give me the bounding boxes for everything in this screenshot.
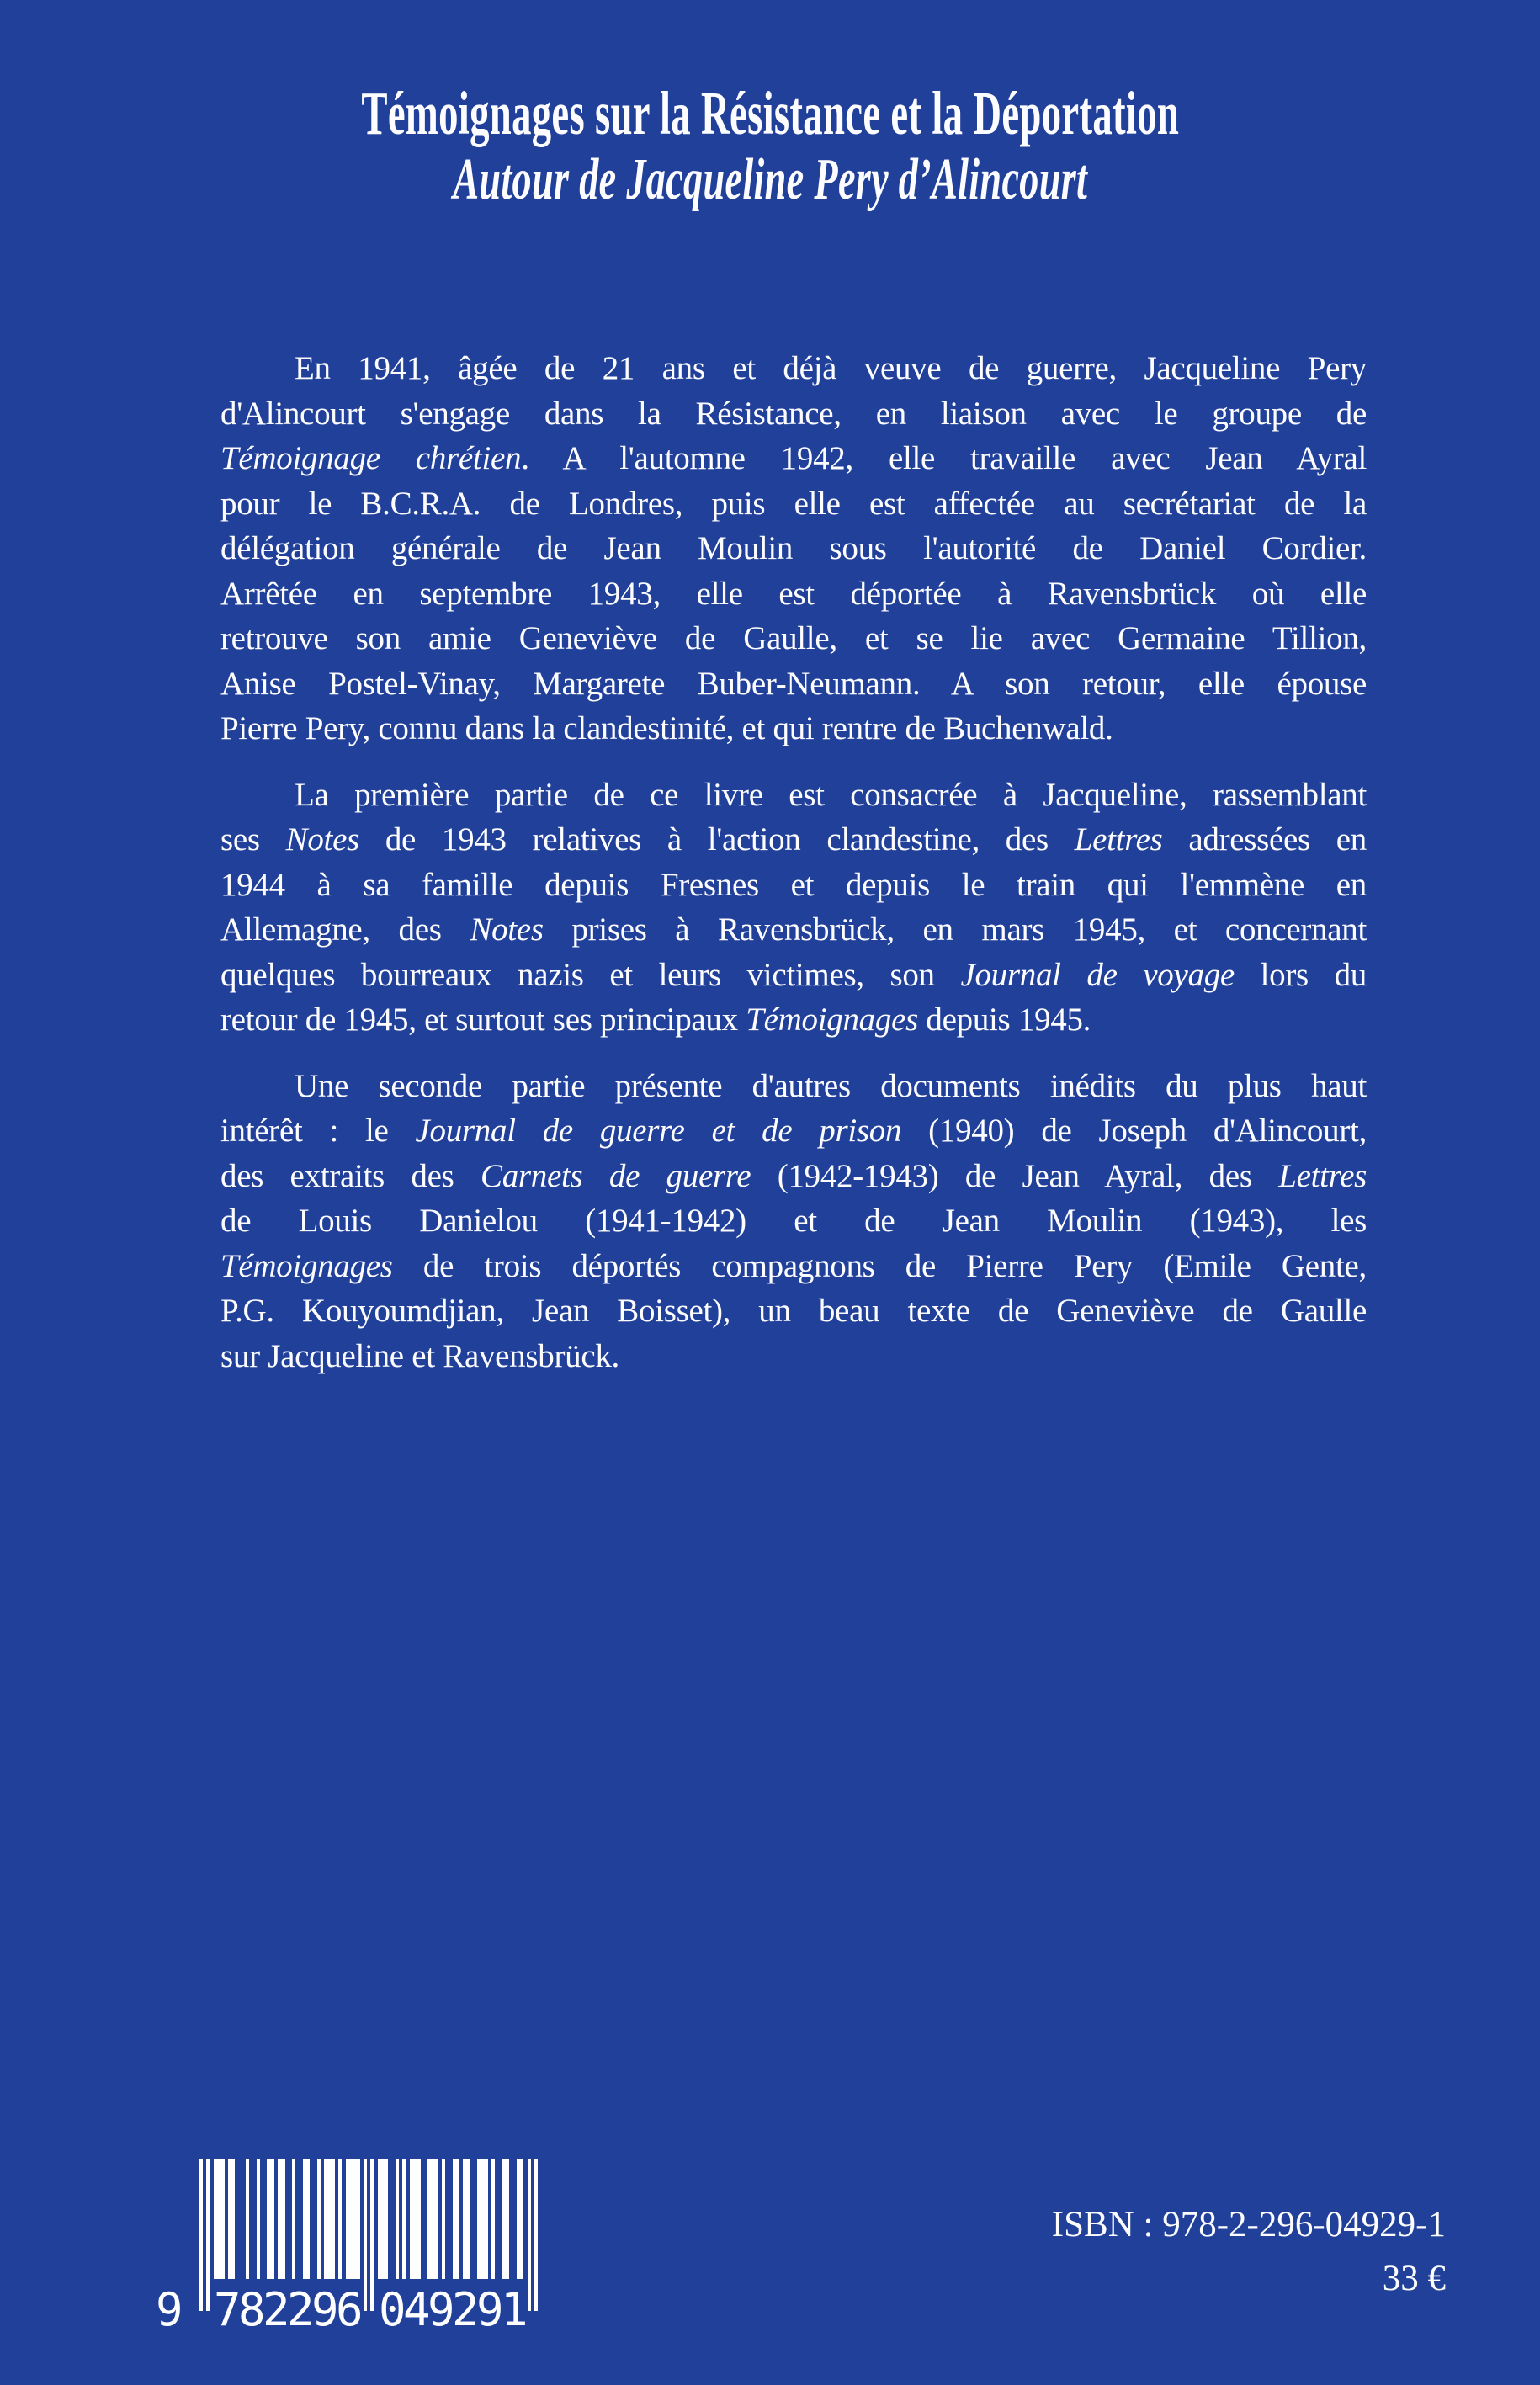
paragraph-1 — [220, 346, 1367, 752]
barcode-digit-leading: 9 — [156, 2283, 181, 2336]
text-line: ses Notes de 1943 relatives à l'action clandestine, des Lettres adressées en — [220, 821, 1367, 858]
text-line: retour de 1945, et surtout ses principaux Témoignages depuis 1945. — [220, 1001, 1091, 1038]
text-line: sur Jacqueline et Ravensbrück. — [220, 1337, 620, 1374]
paragraph-3 — [220, 1064, 1367, 1379]
text-line: intérêt : le Journal de guerre et de prison (1940) de Joseph d'Alincourt, — [220, 1113, 1367, 1149]
book-title — [0, 81, 1540, 146]
barcode-digits — [156, 2283, 538, 2336]
text-line: Arrêtée en septembre 1943, elle est déportée à Ravensbrück où elle — [220, 575, 1367, 612]
ean-barcode — [156, 2159, 538, 2336]
text-line: quelques bourreaux nazis et leurs victimes, son Journal de voyage lors du — [220, 956, 1367, 993]
text-line: P.G. Kouyoumdjian, Jean Boisset), un beau texte de Geneviève de Gaulle — [220, 1293, 1367, 1329]
text-line: pour le B.C.R.A. de Londres, puis elle est affectée au secrétariat de la — [220, 485, 1367, 522]
title-block — [0, 81, 1540, 212]
body-text — [220, 346, 1367, 1378]
book-title-text: Témoignages sur la Résistance et la Déportation — [361, 79, 1179, 147]
text-line: Allemagne, des Notes prises à Ravensbrück, en mars 1945, et concernant — [220, 911, 1367, 948]
isbn-label: ISBN : 978-2-296-04929-1 — [1051, 2205, 1446, 2244]
paragraph-2 — [220, 773, 1367, 1043]
text-line: Pierre Pery, connu dans la clandestinité, et qui rentre de Buchenwald. — [220, 710, 1113, 746]
text-line: 1944 à sa famille depuis Fresnes et depuis le train qui l'emmène en — [220, 866, 1367, 903]
barcode-digits-left: 782296 — [213, 2283, 361, 2336]
text-line: La première partie de ce livre est consacrée à Jacqueline, rassemblant — [295, 776, 1367, 813]
text-line: des extraits des Carnets de guerre (1942-1943) de Jean Ayral, des Lettres — [220, 1157, 1367, 1194]
text-line: Témoignages de trois déportés compagnons de Pierre Pery (Emile Gente, — [220, 1247, 1367, 1284]
book-subtitle-text: Autour de Jacqueline Pery d’Alincourt — [452, 147, 1088, 212]
text-line: de Louis Danielou (1941-1942) et de Jean Moulin (1943), les — [220, 1203, 1367, 1239]
text-line: délégation générale de Jean Moulin sous l'autorité de Daniel Cordier. — [220, 530, 1367, 566]
book-subtitle — [0, 148, 1540, 212]
text-line: En 1941, âgée de 21 ans et déjà veuve de guerre, Jacqueline Pery — [295, 350, 1367, 386]
text-line: Anise Postel-Vinay, Margarete Buber-Neumann. A son retour, elle épouse — [220, 665, 1367, 702]
text-line: Témoignage chrétien. A l'automne 1942, elle travaille avec Jean Ayral — [220, 440, 1367, 476]
isbn-price-block — [1052, 2198, 1446, 2306]
price-label: 33 € — [1382, 2259, 1446, 2298]
text-line: d'Alincourt s'engage dans la Résistance, en liaison avec le groupe de — [220, 395, 1367, 432]
barcode-digits-right: 049291 — [378, 2283, 526, 2336]
text-line: retrouve son amie Geneviève de Gaulle, et se lie avec Germaine Tillion, — [220, 620, 1367, 656]
text-line: Une seconde partie présente d'autres documents inédits du plus haut — [295, 1067, 1367, 1104]
